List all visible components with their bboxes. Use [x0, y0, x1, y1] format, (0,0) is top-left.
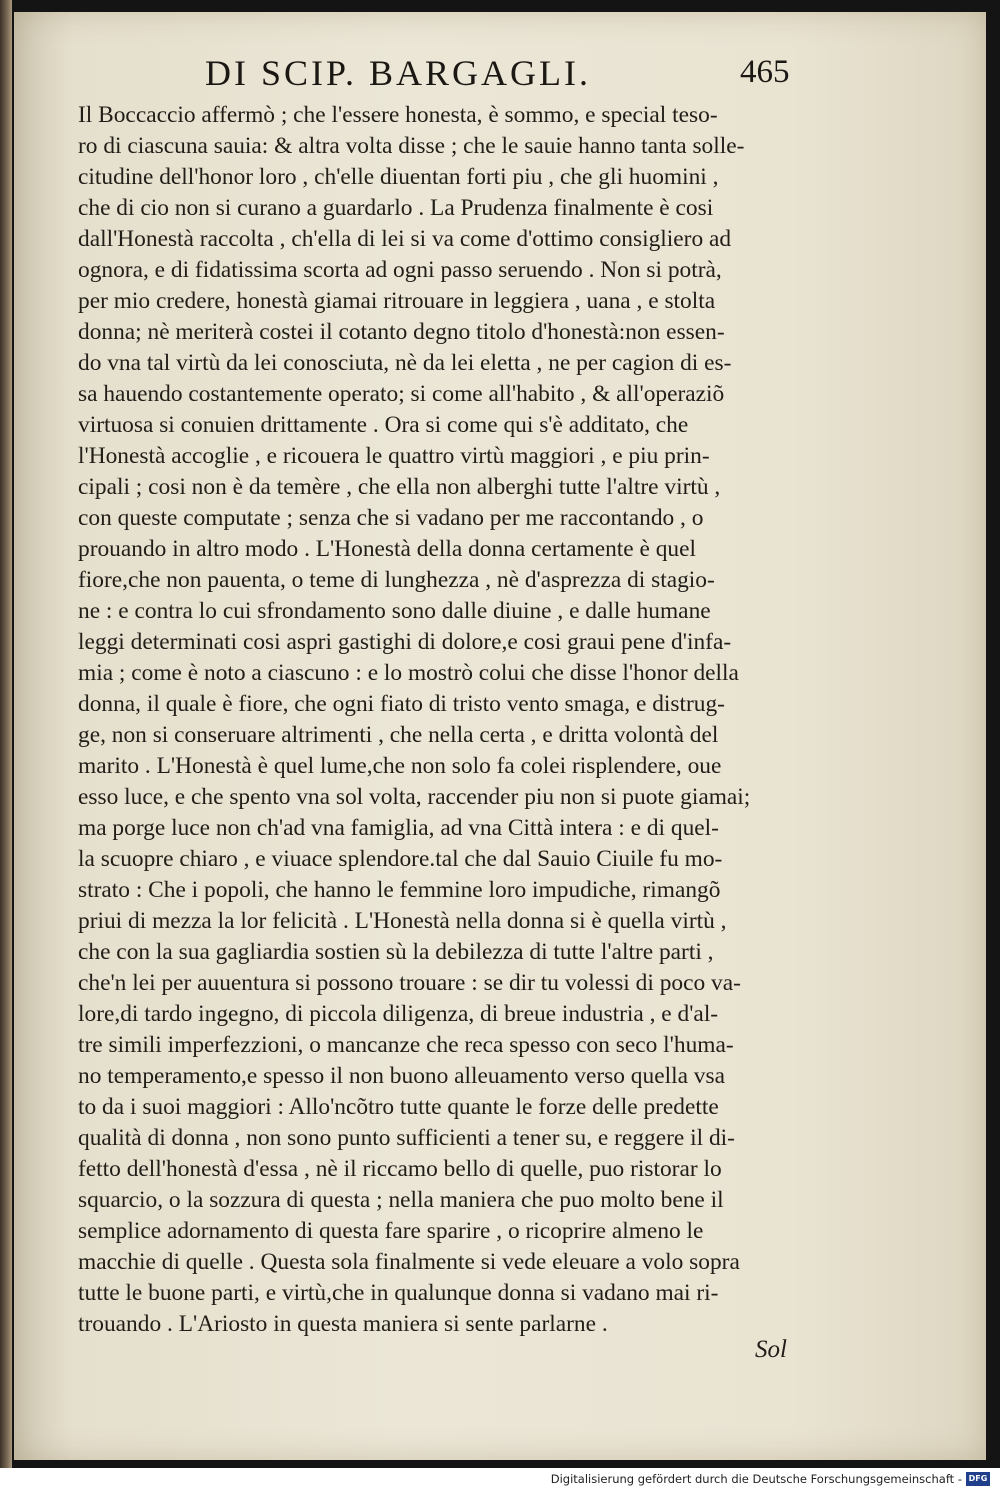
text-line: fetto dell'honestà d'essa , nè il riccamo bello di quelle, puo ristorar lo — [78, 1156, 722, 1182]
text-line: ge, non si conseruare altrimenti , che nella certa , e dritta volontà del — [78, 722, 719, 748]
text-line: leggi determinati cosi aspri gastighi di dolore,e cosi graui pene d'infa- — [78, 629, 732, 655]
catchword: Sol — [755, 1336, 787, 1363]
running-head: DI SCIP. BARGAGLI. — [205, 53, 592, 93]
text-line: dall'Honestà raccolta , ch'ella di lei si va come d'ottimo consigliero ad — [78, 226, 732, 252]
text-line: priui di mezza la lor felicità . L'Honestà nella donna si è quella virtù , — [78, 908, 727, 934]
text-line: virtuosa si conuien drittamente . Ora si come qui s'è additato, che — [78, 412, 689, 438]
text-line: che con la sua gagliardia sostien sù la debilezza di tutte l'altre parti , — [78, 939, 714, 965]
dfg-logo-icon[interactable]: DFG — [966, 1472, 990, 1486]
body-text — [78, 100, 838, 1340]
text-line: donna, il quale è fiore, che ogni fiato di tristo vento smaga, e distrug- — [78, 691, 725, 717]
digitization-credit: Digitalisierung gefördert durch die Deutsche Forschungsgemeinschaft - — [550, 1472, 962, 1486]
text-line: con queste computate ; senza che si vadano per me raccontando , o — [78, 505, 704, 531]
text-line: ma porge luce non ch'ad vna famiglia, ad vna Città intera : e di quel- — [78, 815, 719, 841]
text-line: mia ; come è noto a ciascuno : e lo mostrò colui che disse l'honor della — [78, 660, 739, 686]
text-line: no temperamento,e spesso il non buono alleuamento verso quella vsa — [78, 1063, 725, 1089]
text-line: do vna tal virtù da lei conosciuta, nè da lei eletta , ne per cagion di es- — [78, 350, 732, 376]
text-line: esso luce, e che spento vna sol volta, raccender piu non si puote giamai; — [78, 784, 751, 810]
text-line: to da i suoi maggiori : Allo'ncõtro tutte quante le forze delle predette — [78, 1094, 719, 1120]
text-line: citudine dell'honor loro , ch'elle diuentan forti piu , che gli huomini , — [78, 164, 719, 190]
text-line: marito . L'Honestà è quel lume,che non solo fa colei risplendere, oue — [78, 753, 722, 779]
text-line: tre simili imperfezzioni, o mancanze che reca spesso con seco l'huma- — [78, 1032, 734, 1058]
text-line: trouando . L'Ariosto in questa maniera si sente parlarne . — [78, 1311, 608, 1337]
text-line: ro di ciascuna sauia: & altra volta disse ; che le sauie hanno tanta solle- — [78, 133, 745, 159]
text-line: macchie di quelle . Questa sola finalmente si vede eleuare a volo sopra — [78, 1249, 740, 1275]
text-line: l'Honestà accoglie , e ricouera le quattro virtù maggiori , e piu prin- — [78, 443, 710, 469]
text-line: la scuopre chiaro , e viuace splendore.tal che dal Sauio Ciuile fu mo- — [78, 846, 723, 872]
text-line: lore,di tardo ingegno, di piccola diligenza, di breue industria , e d'al- — [78, 1001, 719, 1027]
text-line: cipali ; cosi non è da temère , che ella non alberghi tutte l'altre virtù , — [78, 474, 721, 500]
book-spine-edge — [0, 0, 12, 1468]
text-line: che'n lei per auuentura si possono trouare : se dir tu volessi di poco va- — [78, 970, 741, 996]
text-line: semplice adornamento di questa fare sparire , o ricoprire almeno le — [78, 1218, 704, 1244]
page-number: 465 — [740, 54, 790, 90]
text-line: che di cio non si curano a guardarlo . La Prudenza finalmente è cosi — [78, 195, 714, 221]
text-line: fiore,che non pauenta, o teme di lunghezza , nè d'asprezza di stagio- — [78, 567, 715, 593]
text-line: squarcio, o la sozzura di questa ; nella maniera che puo molto bene il — [78, 1187, 724, 1213]
text-line: donna; nè meriterà costei il cotanto degno titolo d'honestà:non essen- — [78, 319, 725, 345]
text-line: prouando in altro modo . L'Honestà della donna certamente è quel — [78, 536, 697, 562]
text-line: strato : Che i popoli, che hanno le femmine loro impudiche, rimangõ — [78, 877, 721, 903]
text-line: qualità di donna , non sono punto sufficienti a tener su, e reggere il di- — [78, 1125, 735, 1151]
text-line: per mio credere, honestà giamai ritrouare in leggiera , uana , e stolta — [78, 288, 716, 314]
text-line: tutte le buone parti, e virtù,che in qualunque donna si vadano mai ri- — [78, 1280, 719, 1306]
text-line: Il Boccaccio affermò ; che l'essere honesta, è sommo, e special teso- — [78, 102, 718, 128]
text-line: ognora, e di fidatissima scorta ad ogni passo seruendo . Non si potrà, — [78, 257, 722, 283]
text-line: sa hauendo costantemente operato; si come all'habito , & all'operaziõ — [78, 381, 725, 407]
text-line: ne : e contra lo cui sfrondamento sono dalle diuine , e dalle humane — [78, 598, 711, 624]
